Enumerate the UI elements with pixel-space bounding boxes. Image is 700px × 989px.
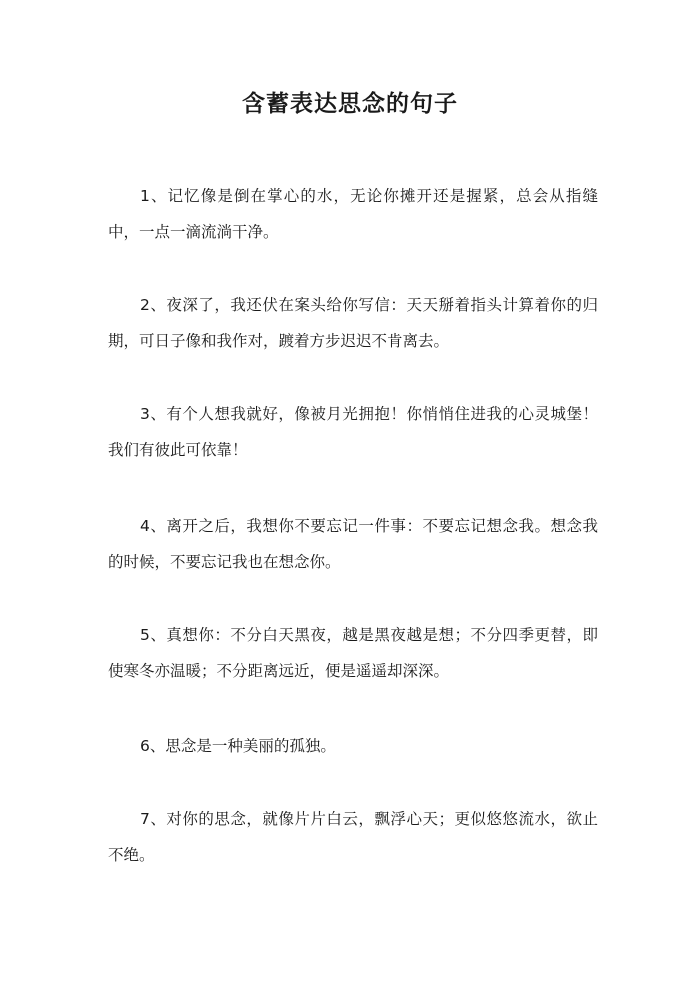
paragraph-7: 7、对你的思念，就像片片白云，飘浮心天；更似悠悠流水，欲止不绝。: [108, 810, 598, 864]
paragraph-4: 4、离开之后，我想你不要忘记一件事：不要忘记想念我。想念我的时候，不要忘记我也在想念你。: [108, 517, 598, 571]
paragraph-1: 1、记忆像是倒在掌心的水，无论你摊开还是握紧，总会从指缝中，一点一滴流淌干净。: [108, 187, 598, 241]
paragraph-6: 6、思念是一种美丽的孤独。: [140, 737, 336, 755]
document-title: 含蓄表达思念的句子: [242, 91, 458, 117]
paragraph-3: 3、有个人想我就好，像被月光拥抱！你悄悄住进我的心灵城堡！我们有彼此可依靠！: [108, 405, 598, 459]
paragraph-2: 2、夜深了，我还伏在案头给你写信：天天掰着指头计算着你的归期，可日子像和我作对，踱着方步迟迟不肯离去。: [108, 296, 598, 350]
paragraph-5: 5、真想你：不分白天黑夜，越是黑夜越是想；不分四季更替，即使寒冬亦温暖；不分距离远近，便是遥遥却深深。: [108, 626, 598, 680]
